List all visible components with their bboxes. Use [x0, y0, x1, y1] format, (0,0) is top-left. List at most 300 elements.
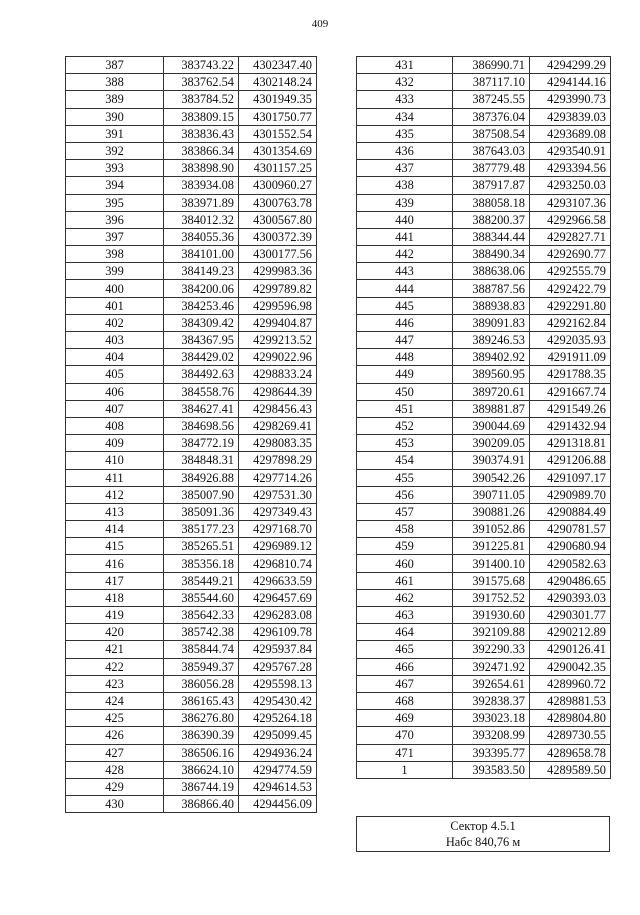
point-number-cell: 444 — [357, 280, 453, 297]
x-coordinate-cell: 385742.38 — [164, 624, 239, 641]
point-number-cell: 470 — [357, 727, 453, 744]
x-coordinate-cell: 393023.18 — [453, 710, 530, 727]
x-coordinate-cell: 384627.41 — [164, 400, 239, 417]
x-coordinate-cell: 392654.61 — [453, 675, 530, 692]
y-coordinate-cell: 4293394.56 — [530, 160, 611, 177]
point-number-cell: 393 — [66, 160, 164, 177]
table-row — [66, 761, 317, 778]
y-coordinate-cell: 4294299.29 — [530, 57, 611, 74]
x-coordinate-cell: 390711.05 — [453, 486, 530, 503]
y-coordinate-cell: 4300960.27 — [239, 177, 317, 194]
point-number-cell: 399 — [66, 263, 164, 280]
table-row — [66, 366, 317, 383]
x-coordinate-cell: 393208.99 — [453, 727, 530, 744]
table-row — [357, 160, 611, 177]
table-row — [357, 228, 611, 245]
x-coordinate-cell: 392471.92 — [453, 658, 530, 675]
table-row — [66, 503, 317, 520]
x-coordinate-cell: 385544.60 — [164, 589, 239, 606]
y-coordinate-cell: 4289658.78 — [530, 744, 611, 761]
point-number-cell: 392 — [66, 142, 164, 159]
y-coordinate-cell: 4290126.41 — [530, 641, 611, 658]
table-row — [357, 417, 611, 434]
x-coordinate-cell: 389091.83 — [453, 314, 530, 331]
x-coordinate-cell: 384429.02 — [164, 349, 239, 366]
point-number-cell: 435 — [357, 125, 453, 142]
table-row — [357, 383, 611, 400]
table-row — [357, 263, 611, 280]
x-coordinate-cell: 391930.60 — [453, 607, 530, 624]
x-coordinate-cell: 384309.42 — [164, 314, 239, 331]
table-row — [357, 761, 611, 778]
table-row — [66, 452, 317, 469]
x-coordinate-cell: 383971.89 — [164, 194, 239, 211]
x-coordinate-cell: 384772.19 — [164, 435, 239, 452]
y-coordinate-cell: 4298833.24 — [239, 366, 317, 383]
y-coordinate-cell: 4302347.40 — [239, 57, 317, 74]
y-coordinate-cell: 4293107.36 — [530, 194, 611, 211]
coordinates-table-left — [65, 56, 317, 813]
y-coordinate-cell: 4295430.42 — [239, 692, 317, 709]
x-coordinate-cell: 384200.06 — [164, 280, 239, 297]
point-number-cell: 417 — [66, 572, 164, 589]
y-coordinate-cell: 4291549.26 — [530, 400, 611, 417]
table-row — [66, 74, 317, 91]
y-coordinate-cell: 4297714.26 — [239, 469, 317, 486]
point-number-cell: 457 — [357, 503, 453, 520]
point-number-cell: 455 — [357, 469, 453, 486]
x-coordinate-cell: 388638.06 — [453, 263, 530, 280]
table-row — [357, 91, 611, 108]
x-coordinate-cell: 383836.43 — [164, 125, 239, 142]
point-number-cell: 454 — [357, 452, 453, 469]
x-coordinate-cell: 389246.53 — [453, 332, 530, 349]
point-number-cell: 440 — [357, 211, 453, 228]
point-number-cell: 437 — [357, 160, 453, 177]
x-coordinate-cell: 384492.63 — [164, 366, 239, 383]
x-coordinate-cell: 393583.50 — [453, 761, 530, 778]
point-number-cell: 451 — [357, 400, 453, 417]
table-row — [357, 435, 611, 452]
point-number-cell: 390 — [66, 108, 164, 125]
point-number-cell: 431 — [357, 57, 453, 74]
point-number-cell: 413 — [66, 503, 164, 520]
y-coordinate-cell: 4289960.72 — [530, 675, 611, 692]
x-coordinate-cell: 390374.91 — [453, 452, 530, 469]
point-number-cell: 420 — [66, 624, 164, 641]
y-coordinate-cell: 4293540.91 — [530, 142, 611, 159]
x-coordinate-cell: 385844.74 — [164, 641, 239, 658]
x-coordinate-cell: 387245.55 — [453, 91, 530, 108]
point-number-cell: 442 — [357, 246, 453, 263]
point-number-cell: 446 — [357, 314, 453, 331]
table-row — [357, 572, 611, 589]
table-row — [66, 486, 317, 503]
table-row — [66, 589, 317, 606]
y-coordinate-cell: 4292162.84 — [530, 314, 611, 331]
y-coordinate-cell: 4291911.09 — [530, 349, 611, 366]
x-coordinate-cell: 392838.37 — [453, 692, 530, 709]
table-row — [357, 658, 611, 675]
point-number-cell: 425 — [66, 710, 164, 727]
x-coordinate-cell: 385356.18 — [164, 555, 239, 572]
table-row — [357, 675, 611, 692]
x-coordinate-cell: 383866.34 — [164, 142, 239, 159]
y-coordinate-cell: 4295937.84 — [239, 641, 317, 658]
y-coordinate-cell: 4299213.52 — [239, 332, 317, 349]
x-coordinate-cell: 383743.22 — [164, 57, 239, 74]
y-coordinate-cell: 4290393.03 — [530, 589, 611, 606]
point-number-cell: 391 — [66, 125, 164, 142]
table-row — [357, 538, 611, 555]
x-coordinate-cell: 386276.80 — [164, 710, 239, 727]
x-coordinate-cell: 391225.81 — [453, 538, 530, 555]
x-coordinate-cell: 387376.04 — [453, 108, 530, 125]
table-row — [357, 194, 611, 211]
x-coordinate-cell: 384848.31 — [164, 452, 239, 469]
table-row — [357, 297, 611, 314]
table-row — [357, 125, 611, 142]
point-number-cell: 398 — [66, 246, 164, 263]
point-number-cell: 468 — [357, 692, 453, 709]
point-number-cell: 450 — [357, 383, 453, 400]
table-row — [66, 349, 317, 366]
y-coordinate-cell: 4289804.80 — [530, 710, 611, 727]
point-number-cell: 441 — [357, 228, 453, 245]
point-number-cell: 458 — [357, 521, 453, 538]
x-coordinate-cell: 391052.86 — [453, 521, 530, 538]
y-coordinate-cell: 4298269.41 — [239, 417, 317, 434]
y-coordinate-cell: 4293689.08 — [530, 125, 611, 142]
table-row — [66, 108, 317, 125]
coordinates-table-left-body — [66, 57, 317, 813]
x-coordinate-cell: 387779.48 — [453, 160, 530, 177]
table-row — [66, 692, 317, 709]
x-coordinate-cell: 384012.32 — [164, 211, 239, 228]
table-row — [357, 366, 611, 383]
point-number-cell: 414 — [66, 521, 164, 538]
y-coordinate-cell: 4300567.80 — [239, 211, 317, 228]
table-row — [66, 555, 317, 572]
y-coordinate-cell: 4292422.79 — [530, 280, 611, 297]
y-coordinate-cell: 4290042.35 — [530, 658, 611, 675]
table-row — [357, 503, 611, 520]
sector-caption-box — [356, 816, 610, 852]
page-number: 409 — [311, 18, 329, 30]
y-coordinate-cell: 4290212.89 — [530, 624, 611, 641]
table-row — [66, 641, 317, 658]
y-coordinate-cell: 4302148.24 — [239, 74, 317, 91]
point-number-cell: 445 — [357, 297, 453, 314]
point-number-cell: 407 — [66, 400, 164, 417]
x-coordinate-cell: 386390.39 — [164, 727, 239, 744]
point-number-cell: 422 — [66, 658, 164, 675]
y-coordinate-cell: 4290781.57 — [530, 521, 611, 538]
y-coordinate-cell: 4296109.78 — [239, 624, 317, 641]
table-row — [66, 160, 317, 177]
x-coordinate-cell: 383784.52 — [164, 91, 239, 108]
x-coordinate-cell: 388938.83 — [453, 297, 530, 314]
y-coordinate-cell: 4295598.13 — [239, 675, 317, 692]
x-coordinate-cell: 393395.77 — [453, 744, 530, 761]
x-coordinate-cell: 387117.10 — [453, 74, 530, 91]
coordinates-table-right-body — [357, 57, 611, 779]
y-coordinate-cell: 4296283.08 — [239, 607, 317, 624]
x-coordinate-cell: 389881.87 — [453, 400, 530, 417]
x-coordinate-cell: 383762.54 — [164, 74, 239, 91]
y-coordinate-cell: 4292035.93 — [530, 332, 611, 349]
x-coordinate-cell: 389560.95 — [453, 366, 530, 383]
y-coordinate-cell: 4297898.29 — [239, 452, 317, 469]
point-number-cell: 418 — [66, 589, 164, 606]
point-number-cell: 397 — [66, 228, 164, 245]
table-row — [357, 400, 611, 417]
x-coordinate-cell: 387917.87 — [453, 177, 530, 194]
table-row — [66, 280, 317, 297]
point-number-cell: 436 — [357, 142, 453, 159]
table-row — [66, 228, 317, 245]
y-coordinate-cell: 4291318.81 — [530, 435, 611, 452]
x-coordinate-cell: 390044.69 — [453, 417, 530, 434]
x-coordinate-cell: 388787.56 — [453, 280, 530, 297]
y-coordinate-cell: 4290301.77 — [530, 607, 611, 624]
y-coordinate-cell: 4296457.69 — [239, 589, 317, 606]
table-row — [66, 607, 317, 624]
table-row — [66, 435, 317, 452]
table-row — [66, 246, 317, 263]
table-row — [357, 211, 611, 228]
point-number-cell: 438 — [357, 177, 453, 194]
point-number-cell: 469 — [357, 710, 453, 727]
table-row — [66, 538, 317, 555]
y-coordinate-cell: 4289881.53 — [530, 692, 611, 709]
y-coordinate-cell: 4298083.35 — [239, 435, 317, 452]
table-row — [357, 641, 611, 658]
x-coordinate-cell: 391400.10 — [453, 555, 530, 572]
point-number-cell: 434 — [357, 108, 453, 125]
coordinates-table-right — [356, 56, 611, 779]
point-number-cell: 387 — [66, 57, 164, 74]
y-coordinate-cell: 4293250.03 — [530, 177, 611, 194]
x-coordinate-cell: 390542.26 — [453, 469, 530, 486]
table-row — [66, 125, 317, 142]
point-number-cell: 433 — [357, 91, 453, 108]
y-coordinate-cell: 4301354.69 — [239, 142, 317, 159]
y-coordinate-cell: 4297168.70 — [239, 521, 317, 538]
table-row — [66, 796, 317, 813]
y-coordinate-cell: 4291097.17 — [530, 469, 611, 486]
x-coordinate-cell: 388490.34 — [453, 246, 530, 263]
x-coordinate-cell: 388200.37 — [453, 211, 530, 228]
table-row — [66, 778, 317, 795]
y-coordinate-cell: 4294936.24 — [239, 744, 317, 761]
y-coordinate-cell: 4291206.88 — [530, 452, 611, 469]
table-row — [357, 349, 611, 366]
point-number-cell: 424 — [66, 692, 164, 709]
y-coordinate-cell: 4300372.39 — [239, 228, 317, 245]
y-coordinate-cell: 4292555.79 — [530, 263, 611, 280]
table-row — [357, 727, 611, 744]
x-coordinate-cell: 392109.88 — [453, 624, 530, 641]
point-number-cell: 404 — [66, 349, 164, 366]
y-coordinate-cell: 4295767.28 — [239, 658, 317, 675]
point-number-cell: 403 — [66, 332, 164, 349]
x-coordinate-cell: 384055.36 — [164, 228, 239, 245]
table-row — [357, 692, 611, 709]
point-number-cell: 428 — [66, 761, 164, 778]
table-row — [357, 452, 611, 469]
x-coordinate-cell: 386165.43 — [164, 692, 239, 709]
point-number-cell: 395 — [66, 194, 164, 211]
x-coordinate-cell: 391575.68 — [453, 572, 530, 589]
point-number-cell: 466 — [357, 658, 453, 675]
point-number-cell: 412 — [66, 486, 164, 503]
table-row — [357, 74, 611, 91]
y-coordinate-cell: 4296633.59 — [239, 572, 317, 589]
point-number-cell: 409 — [66, 435, 164, 452]
table-row — [357, 108, 611, 125]
point-number-cell: 463 — [357, 607, 453, 624]
table-row — [357, 744, 611, 761]
table-row — [357, 142, 611, 159]
point-number-cell: 427 — [66, 744, 164, 761]
x-coordinate-cell: 386744.19 — [164, 778, 239, 795]
point-number-cell: 439 — [357, 194, 453, 211]
y-coordinate-cell: 4289589.50 — [530, 761, 611, 778]
table-row — [66, 675, 317, 692]
point-number-cell: 1 — [357, 761, 453, 778]
point-number-cell: 421 — [66, 641, 164, 658]
y-coordinate-cell: 4296810.74 — [239, 555, 317, 572]
x-coordinate-cell: 385642.33 — [164, 607, 239, 624]
table-row — [357, 57, 611, 74]
table-row — [66, 314, 317, 331]
table-row — [357, 314, 611, 331]
table-row — [66, 263, 317, 280]
point-number-cell: 449 — [357, 366, 453, 383]
table-row — [357, 589, 611, 606]
table-row — [66, 91, 317, 108]
y-coordinate-cell: 4290989.70 — [530, 486, 611, 503]
y-coordinate-cell: 4290884.49 — [530, 503, 611, 520]
point-number-cell: 416 — [66, 555, 164, 572]
y-coordinate-cell: 4289730.55 — [530, 727, 611, 744]
point-number-cell: 453 — [357, 435, 453, 452]
y-coordinate-cell: 4298456.43 — [239, 400, 317, 417]
point-number-cell: 411 — [66, 469, 164, 486]
table-row — [357, 521, 611, 538]
x-coordinate-cell: 383934.08 — [164, 177, 239, 194]
y-coordinate-cell: 4291432.94 — [530, 417, 611, 434]
point-number-cell: 459 — [357, 538, 453, 555]
point-number-cell: 410 — [66, 452, 164, 469]
x-coordinate-cell: 384101.00 — [164, 246, 239, 263]
y-coordinate-cell: 4294614.53 — [239, 778, 317, 795]
point-number-cell: 388 — [66, 74, 164, 91]
x-coordinate-cell: 384558.76 — [164, 383, 239, 400]
y-coordinate-cell: 4299404.87 — [239, 314, 317, 331]
table-row — [66, 400, 317, 417]
x-coordinate-cell: 388344.44 — [453, 228, 530, 245]
table-row — [66, 177, 317, 194]
table-row — [66, 211, 317, 228]
table-row — [66, 710, 317, 727]
point-number-cell: 419 — [66, 607, 164, 624]
y-coordinate-cell: 4299789.82 — [239, 280, 317, 297]
y-coordinate-cell: 4293990.73 — [530, 91, 611, 108]
point-number-cell: 443 — [357, 263, 453, 280]
y-coordinate-cell: 4301949.35 — [239, 91, 317, 108]
table-row — [66, 57, 317, 74]
y-coordinate-cell: 4300763.78 — [239, 194, 317, 211]
x-coordinate-cell: 383809.15 — [164, 108, 239, 125]
point-number-cell: 448 — [357, 349, 453, 366]
table-row — [357, 624, 611, 641]
point-number-cell: 402 — [66, 314, 164, 331]
y-coordinate-cell: 4291788.35 — [530, 366, 611, 383]
x-coordinate-cell: 389402.92 — [453, 349, 530, 366]
point-number-cell: 401 — [66, 297, 164, 314]
table-row — [357, 280, 611, 297]
y-coordinate-cell: 4295099.45 — [239, 727, 317, 744]
table-row — [357, 486, 611, 503]
x-coordinate-cell: 392290.33 — [453, 641, 530, 658]
x-coordinate-cell: 390209.05 — [453, 435, 530, 452]
point-number-cell: 430 — [66, 796, 164, 813]
point-number-cell: 423 — [66, 675, 164, 692]
table-row — [66, 332, 317, 349]
table-row — [357, 246, 611, 263]
x-coordinate-cell: 386624.10 — [164, 761, 239, 778]
x-coordinate-cell: 384149.23 — [164, 263, 239, 280]
point-number-cell: 429 — [66, 778, 164, 795]
point-number-cell: 452 — [357, 417, 453, 434]
x-coordinate-cell: 385265.51 — [164, 538, 239, 555]
table-row — [357, 555, 611, 572]
point-number-cell: 461 — [357, 572, 453, 589]
table-row — [357, 710, 611, 727]
x-coordinate-cell: 388058.18 — [453, 194, 530, 211]
y-coordinate-cell: 4299983.36 — [239, 263, 317, 280]
point-number-cell: 426 — [66, 727, 164, 744]
y-coordinate-cell: 4301157.25 — [239, 160, 317, 177]
table-row — [66, 624, 317, 641]
y-coordinate-cell: 4301750.77 — [239, 108, 317, 125]
point-number-cell: 400 — [66, 280, 164, 297]
x-coordinate-cell: 386990.71 — [453, 57, 530, 74]
x-coordinate-cell: 384926.88 — [164, 469, 239, 486]
sector-subtitle: Набс 840,76 м — [445, 835, 521, 849]
point-number-cell: 465 — [357, 641, 453, 658]
y-coordinate-cell: 4293839.03 — [530, 108, 611, 125]
y-coordinate-cell: 4292690.77 — [530, 246, 611, 263]
y-coordinate-cell: 4297349.43 — [239, 503, 317, 520]
table-row — [66, 297, 317, 314]
table-row — [66, 658, 317, 675]
y-coordinate-cell: 4295264.18 — [239, 710, 317, 727]
x-coordinate-cell: 384253.46 — [164, 297, 239, 314]
x-coordinate-cell: 385449.21 — [164, 572, 239, 589]
point-number-cell: 432 — [357, 74, 453, 91]
table-row — [66, 469, 317, 486]
x-coordinate-cell: 387508.54 — [453, 125, 530, 142]
y-coordinate-cell: 4296989.12 — [239, 538, 317, 555]
x-coordinate-cell: 383898.90 — [164, 160, 239, 177]
sector-title: Сектор 4.5.1 — [450, 819, 516, 833]
table-row — [357, 177, 611, 194]
y-coordinate-cell: 4300177.56 — [239, 246, 317, 263]
point-number-cell: 456 — [357, 486, 453, 503]
